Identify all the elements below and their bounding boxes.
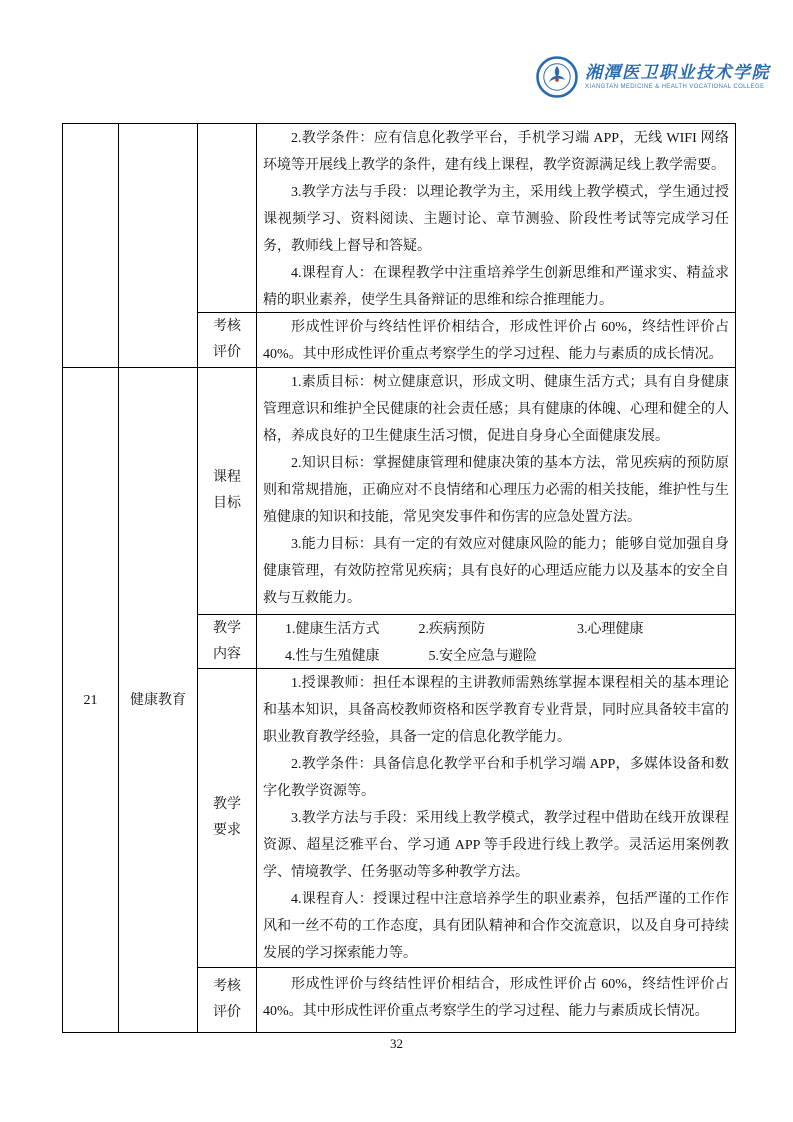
paragraph: 3.能力目标：具有一定的有效应对健康风险的能力；能够自觉加强自身健康管理，有效防控常见疾病；具有良好的心理适应能力以及基本的安全自救与互救能力。 [263, 537, 729, 606]
course-content-label: 教学 内容 [198, 615, 257, 669]
paragraph: 4.课程育人：在课程教学中注重培养学生创新思维和严谨求实、精益求精的职业素养，使学生具备辩证的思维和综合推理能力。 [263, 266, 729, 308]
prev-course-name-cell-empty [119, 124, 198, 368]
paragraph: 2.教学条件：具备信息化教学平台和手机学习端 APP，多媒体设备和数字化教学资源等。 [263, 757, 729, 799]
content-item: 5.安全应急与避险 [428, 649, 537, 664]
prev-course-seq-cell-empty [63, 124, 119, 368]
course-requirements-label: 教学 要求 [198, 669, 257, 968]
course-objectives-content [257, 368, 735, 615]
prev-requirements-label-cell-empty [198, 124, 257, 313]
course-assessment-content [257, 968, 735, 1032]
page-number: 32 [390, 1036, 403, 1051]
content-item: 3.心理健康 [577, 622, 644, 637]
paragraph: 3.教学方法与手段：以理论教学为主，采用线上教学模式，学生通过授课视频学习、资料阅读、主题讨论、章节测验、阶段性考试等完成学习任务，教师线上督导和答疑。 [263, 185, 729, 254]
content-line-2 [263, 643, 729, 669]
college-name-en: XIANGTAN MEDICINE & HEALTH VOCATIONAL COLLEGE [585, 84, 765, 90]
content-item: 4.性与生殖健康 [285, 649, 380, 664]
college-name-cn: 湘潭医卫职业技术学院 [585, 63, 770, 82]
college-logo [536, 56, 770, 98]
course-content-list [257, 615, 735, 669]
paragraph: 1.授课教师：担任本课程的主讲教师需熟练掌握本课程相关的基本理论和基本知识，具备高校教师资格和医学教育专业背景，同时应具备较丰富的职业教育教学经验，具备一定的信息化教学能力。 [263, 676, 729, 745]
paragraph: 2.教学条件：应有信息化教学平台，手机学习端 APP，无线 WIFI 网络环境等开展线上教学的条件，建有线上课程，教学资源满足线上教学需要。 [263, 131, 729, 173]
course-name: 健康教育 [119, 368, 198, 1032]
prev-requirements-content [257, 124, 735, 313]
course-objectives-label: 课程 目标 [198, 368, 257, 615]
course-assessment-label: 考核 评价 [198, 968, 257, 1032]
paragraph: 4.课程育人：授课过程中注意培养学生的职业素养，包括严谨的工作作风和一丝不苟的工作态度，具有团队精神和合作交流意识，以及自身可持续发展的学习探索能力等。 [263, 892, 729, 961]
course-requirements-content [257, 669, 735, 968]
prev-assessment-content [257, 313, 735, 368]
course-seq: 21 [63, 368, 119, 1032]
course-syllabus-table [62, 123, 736, 1033]
paragraph: 形成性评价与终结性评价相结合，形成性评价占 60%，终结性评价占 40%。其中形成性评价重点考察学生的学习过程、能力与素质的成长情况。 [263, 320, 729, 362]
prev-assessment-label: 考核 评价 [198, 313, 257, 368]
content-item: 1.健康生活方式 [285, 622, 380, 637]
content-line-1 [263, 616, 729, 643]
college-logo-icon [536, 56, 578, 98]
paragraph: 形成性评价与终结性评价相结合，形成性评价占 60%，终结性评价占 40%。其中形成性评价重点考察学生的学习过程、能力与素质成长情况。 [263, 977, 729, 1019]
paragraph: 2.知识目标：掌握健康管理和健康决策的基本方法，常见疾病的预防原则和常规措施，正确应对不良情绪和心理压力必需的相关技能，维护性与生殖健康的知识和技能，常见突发事件和伤害的应急处置方法。 [263, 456, 729, 525]
paragraph: 3.教学方法与手段：采用线上教学模式，教学过程中借助在线开放课程资源、超星泛雅平台、学习通 APP 等手段进行线上教学。灵活运用案例教学、情境教学、任务驱动等多种教学方法。 [263, 811, 729, 880]
content-item: 2.疾病预防 [418, 622, 485, 637]
paragraph: 1.素质目标：树立健康意识，形成文明、健康生活方式；具有自身健康管理意识和维护全民健康的社会责任感；具有健康的体魄、心理和健全的人格，养成良好的卫生健康生活习惯，促进自身身心全面健康发展。 [263, 375, 729, 444]
